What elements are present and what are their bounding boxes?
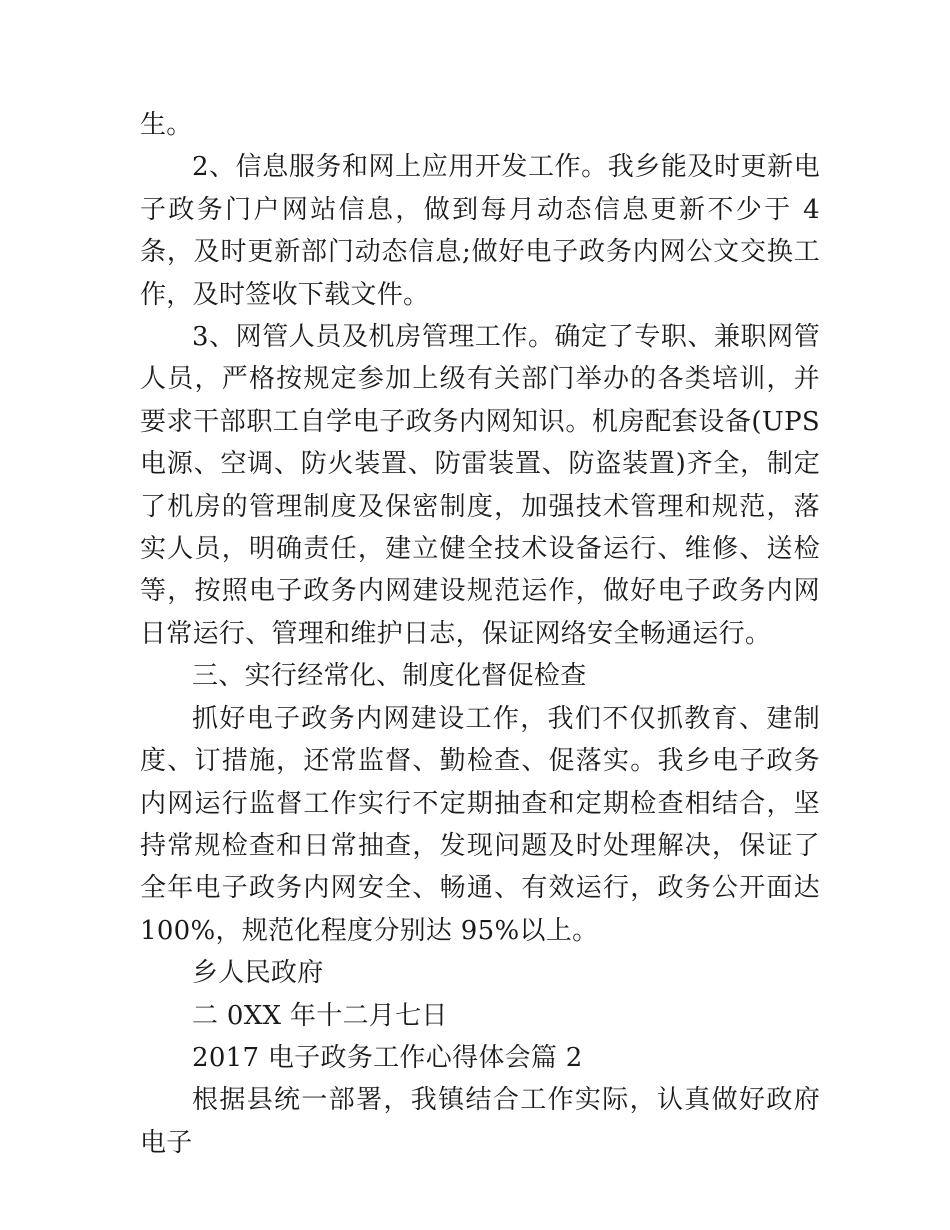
paragraph-info-services: 2、信息服务和网上应用开发工作。我乡能及时更新电子政务门户网站信息，做到每月动态信息更新不少于 4 条，及时更新部门动态信息;做好电子政务内网公文交换工作，及时签收下载文件。 [140, 152, 820, 310]
paragraph-article-intro: 根据县统一部署，我镇结合工作实际，认真做好政府电子 [140, 1085, 820, 1158]
article-title: 2017 电子政务工作心得体会篇 2 [192, 1042, 583, 1073]
signature-date: 二 0XX 年十二月七日 [192, 1000, 448, 1031]
paragraph-inspection: 抓好电子政务内网建设工作，我们不仅抓教育、建制度、订措施，还常监督、勤检查、促落实。我乡电子政务内网运行监督工作实行不定期抽查和定期检查相结合，坚持常规检查和日常抽查，发现问题及时处理解决，保证了全年电子政务内网安全、畅通、有效运行，政务公开面达 100%，规范化程度分别达 95%以上。 [140, 703, 820, 946]
signature-organization: 乡人民政府 [192, 958, 324, 989]
paragraph-network-admin: 3、网管人员及机房管理工作。确定了专职、兼职网管人员，严格按规定参加上级有关部门举办的各类培训，并要求干部职工自学电子政务内网知识。机房配套设备(UPS 电源、空调、防火装置、防雷装置、防盗装置)齐全，制定了机房的管理制度及保密制度，加强技术管理和规范，落实人员，明确责任，建立健全技术设备运行、维修、送检等，按照电子政务内网建设规范运作，做好电子政务内网日常运行、管理和维护日志，保证网络安全畅通运行。 [140, 322, 820, 649]
paragraph-continuation: 生。 [140, 110, 193, 140]
section-heading-inspection: 三、实行经常化、制度化督促检查 [192, 661, 587, 692]
document-body [140, 104, 820, 1164]
